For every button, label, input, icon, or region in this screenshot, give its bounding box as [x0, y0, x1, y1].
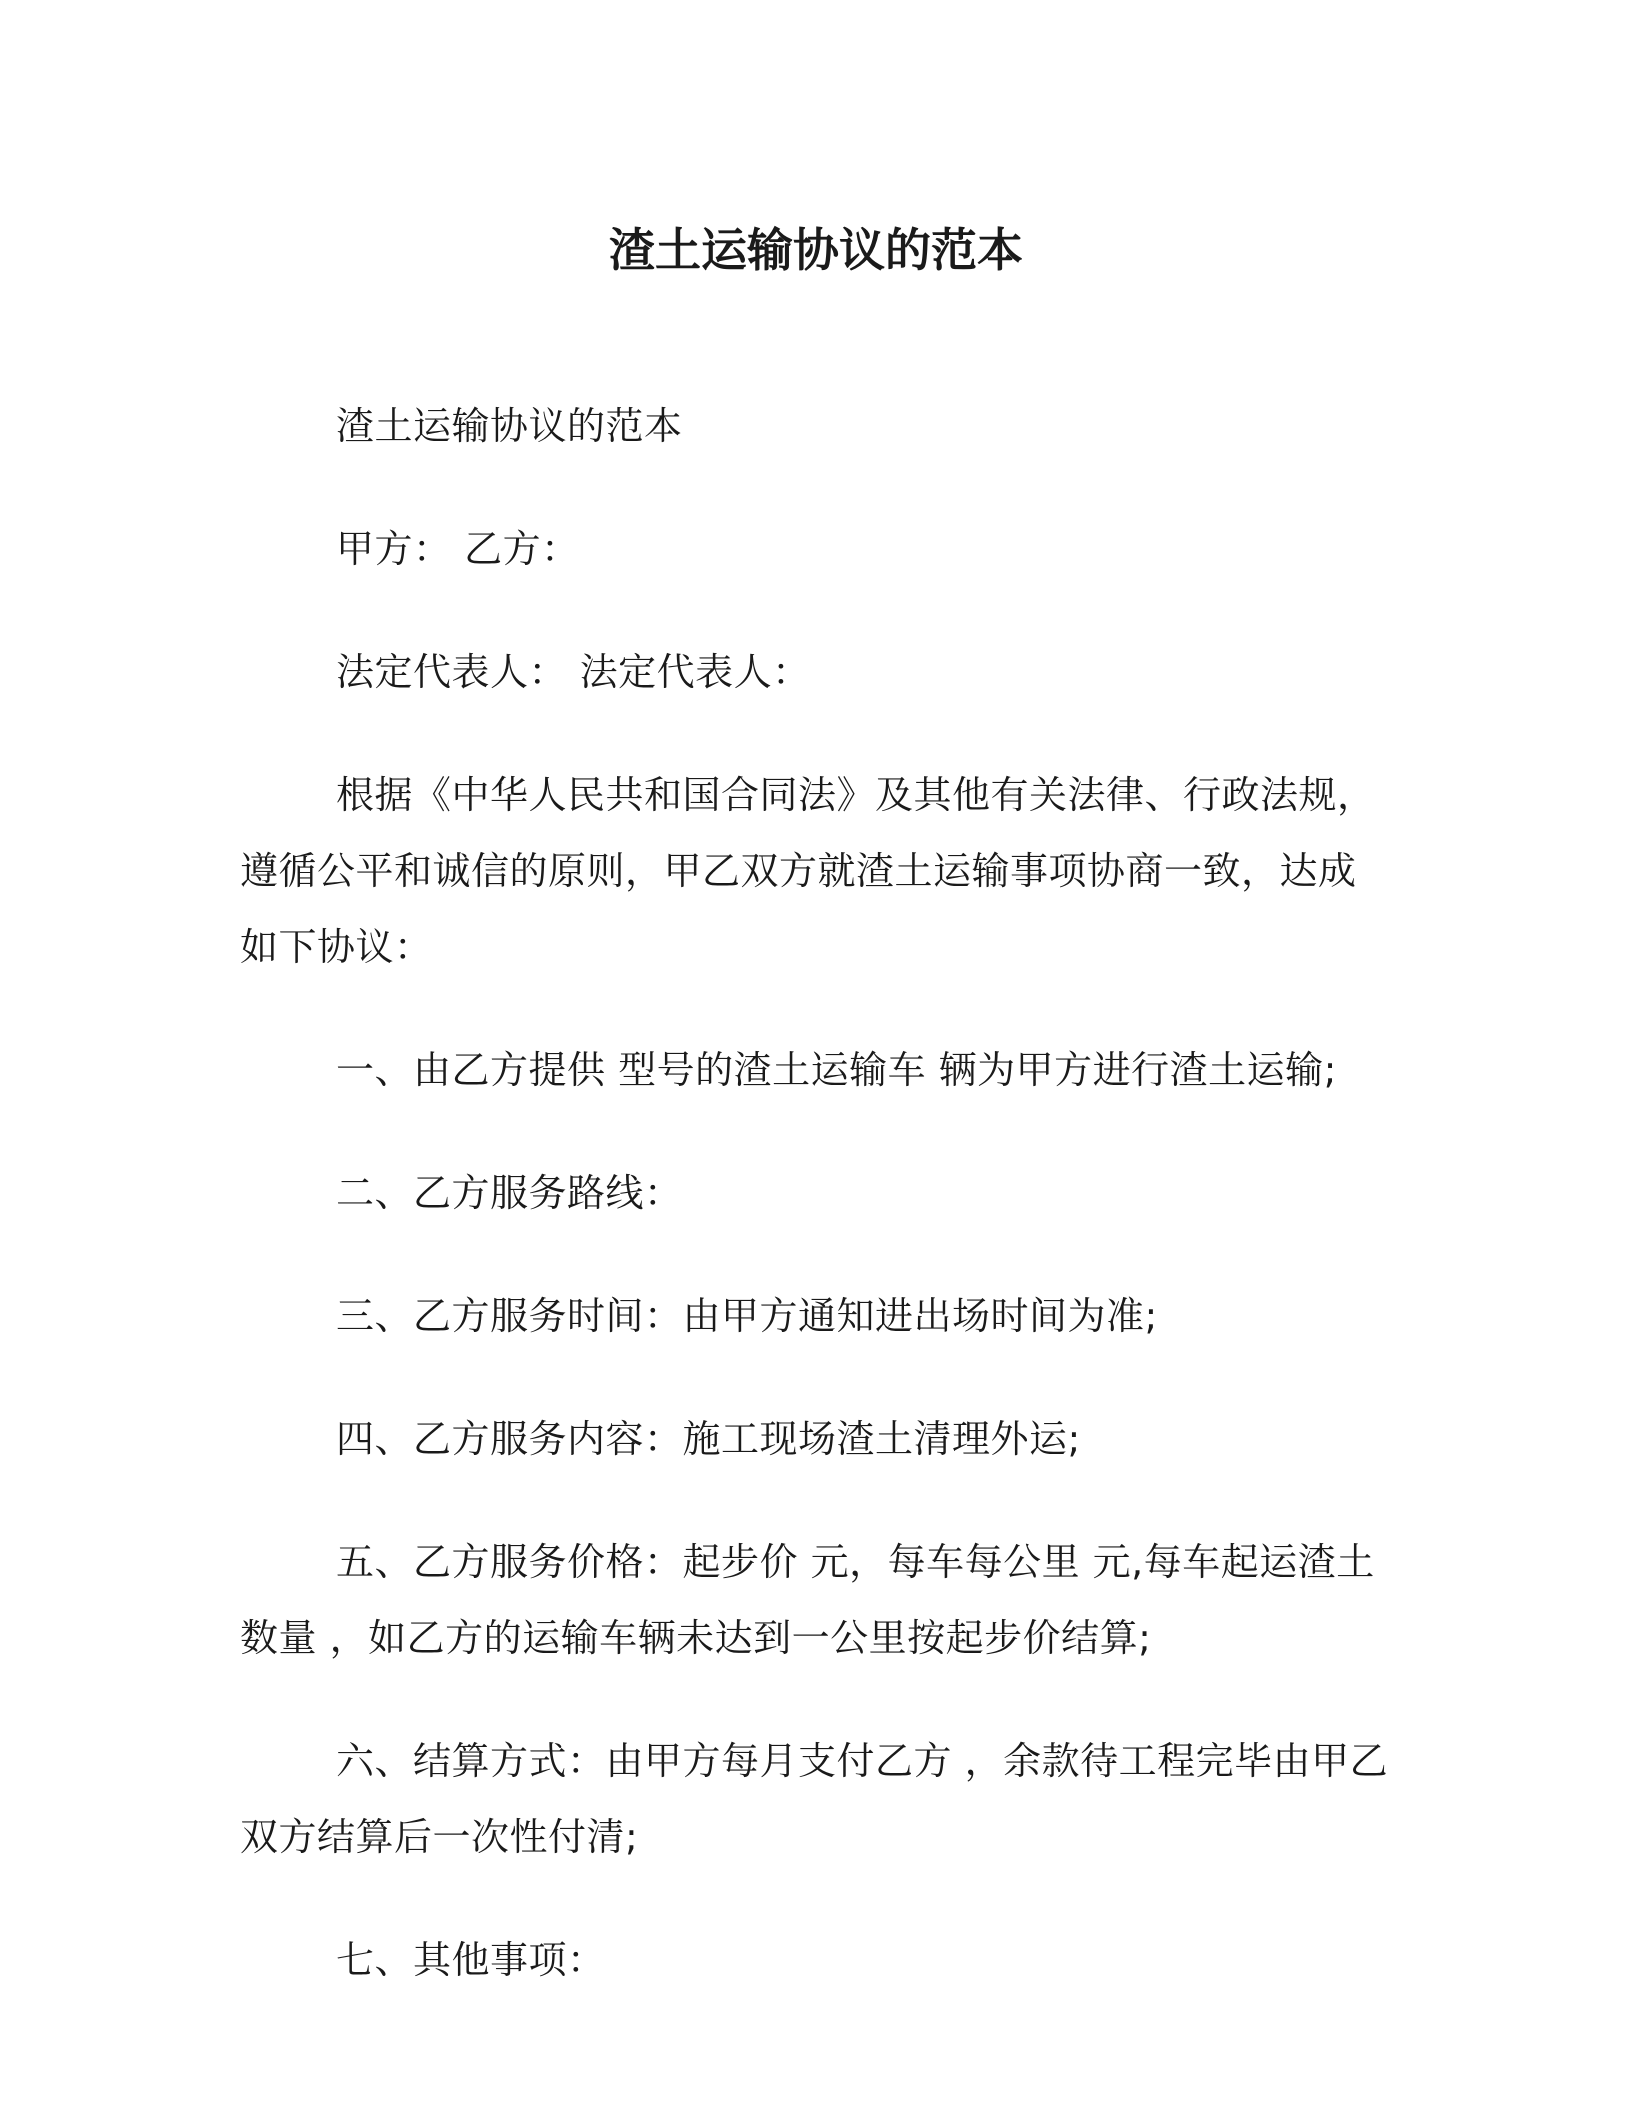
document-body [240, 388, 1392, 2045]
paragraph-clause-6: 六、结算方式：由甲方每月支付乙方 ，余款待工程完毕由甲乙双方结算后一次性付清; [240, 1739, 1389, 1859]
paragraph-heading: 渣土运输协议的范本 [336, 404, 683, 448]
paragraph-clause-5: 五、乙方服务价格：起步价 元，每车每公里 元,每车起运渣土数量 ，如乙方的运输车辆未达到一公里按起步价结算; [240, 1540, 1375, 1660]
document-title: 渣土运输协议的范本 [609, 223, 1023, 277]
paragraph-parties: 甲方： 乙方： [336, 527, 580, 571]
paragraph-clause-4: 四、乙方服务内容：施工现场渣土清理外运; [336, 1417, 1081, 1461]
paragraph-preamble: 根据《中华人民共和国合同法》及其他有关法律、行政法规，遵循公平和诚信的原则，甲乙双方就渣土运输事项协商一致，达成如下协议： [240, 773, 1376, 969]
paragraph-clause-1: 一、由乙方提供 型号的渣土运输车 辆为甲方进行渣土运输; [336, 1048, 1337, 1092]
paragraph-clause-3: 三、乙方服务时间：由甲方通知进出场时间为准; [336, 1294, 1158, 1338]
paragraph-legal-representatives: 法定代表人： 法定代表人： [336, 650, 811, 694]
paragraph-clause-7: 七、其他事项： [336, 1938, 606, 1982]
paragraph-clause-2: 二、乙方服务路线： [336, 1171, 683, 1215]
